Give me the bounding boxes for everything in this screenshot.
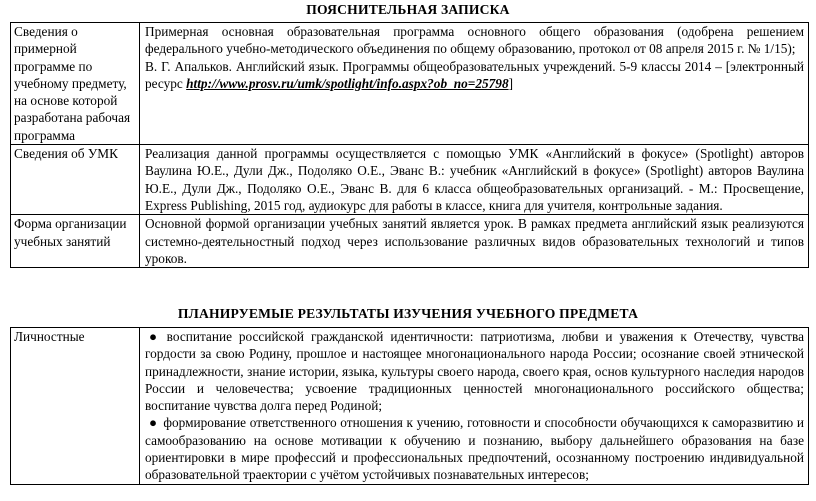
row-content: Основной формой организации учебных занятий является урок. В рамках предмета английский язык реализуются системно-деятельностный подход через использование различных видов образовательных технологий и типов уроков. [140,215,809,268]
list-item: ● воспитание российской гражданской идентичности: патриотизма, любви и уважения к Отечеству, чувства гордости за свою Родину, прошлое и настоящее многонационального народа России; осознание своей этнической принадлежности, знание истории, языка, культуры своего народа, своего края, основ культурного наследия народов России и человечества; усвоение традиционных ценностей многонационального российского общества; воспитание чувства долга перед Родиной; [145,329,804,414]
resource-link[interactable]: http://www.prosv.ru/umk/spotlight/info.aspx?ob_no=25798 [186,75,509,91]
results-table [10,327,809,485]
row-content: Реализация данной программы осуществляется с помощью УМК «Английский в фокусе» (Spotlight) авторов Ваулина Ю.Е., Дули Дж., Подоляко О.Е., Эванс В.: учебник «Английский в фокусе» (Spotlight) авторов Ваулина Ю.Е., Дули Дж., Подоляко О.Е., Эванс В. для 6 класса общеобразовательных организаций. - М.: Просвещение, Express Publishing, 2015 год, аудиокурс для работы в классе, книга для учителя, контрольные задания. [140,145,809,215]
table-row [11,328,809,485]
row-label: Форма организации учебных занятий [11,215,140,268]
list-item: ● формирование ответственного отношения к учению, готовности и способности обучающихся к саморазвитию и самообразованию на основе мотивации к обучению и познанию, выбору дальнейшего образования на базе ориентировки в мире профессий и профессиональных предпочтений, осознанному построению индивидуальной образовательной траектории с учётом устойчивых познавательных интересов; [145,415,804,483]
row-content [140,328,809,485]
row-label: Личностные [11,328,140,485]
program-info-table [10,22,809,268]
bracket-close: ] [508,75,514,91]
row-label: Сведения о примерной программе по учебному предмету, на основе которой разработана рабочая программа [11,23,140,145]
table-row [11,145,809,215]
page-title: ПОЯСНИТЕЛЬНАЯ ЗАПИСКА [306,2,510,17]
bullet-icon: ● [149,415,158,431]
program-description: Примерная основная образовательная программа основного общего образования (одобрена решением федерального учебно-методического объединения по общему образованию, протокол от 08 апреля 2015 г. № 1/15); [145,24,804,57]
section-title: ПЛАНИРУЕМЫЕ РЕЗУЛЬТАТЫ ИЗУЧЕНИЯ УЧЕБНОГО ПРЕДМЕТА [177,306,639,321]
row-label: Сведения об УМК [11,145,140,215]
table-row [11,215,809,268]
table-row [11,23,809,145]
row-content [140,23,809,145]
bullet-icon: ● [149,329,161,344]
program-source: В. Г. Апальков. Английский язык. Программы общеобразовательных учреждений. 5-9 классы 2014 – [электронный ресурс [145,58,804,91]
